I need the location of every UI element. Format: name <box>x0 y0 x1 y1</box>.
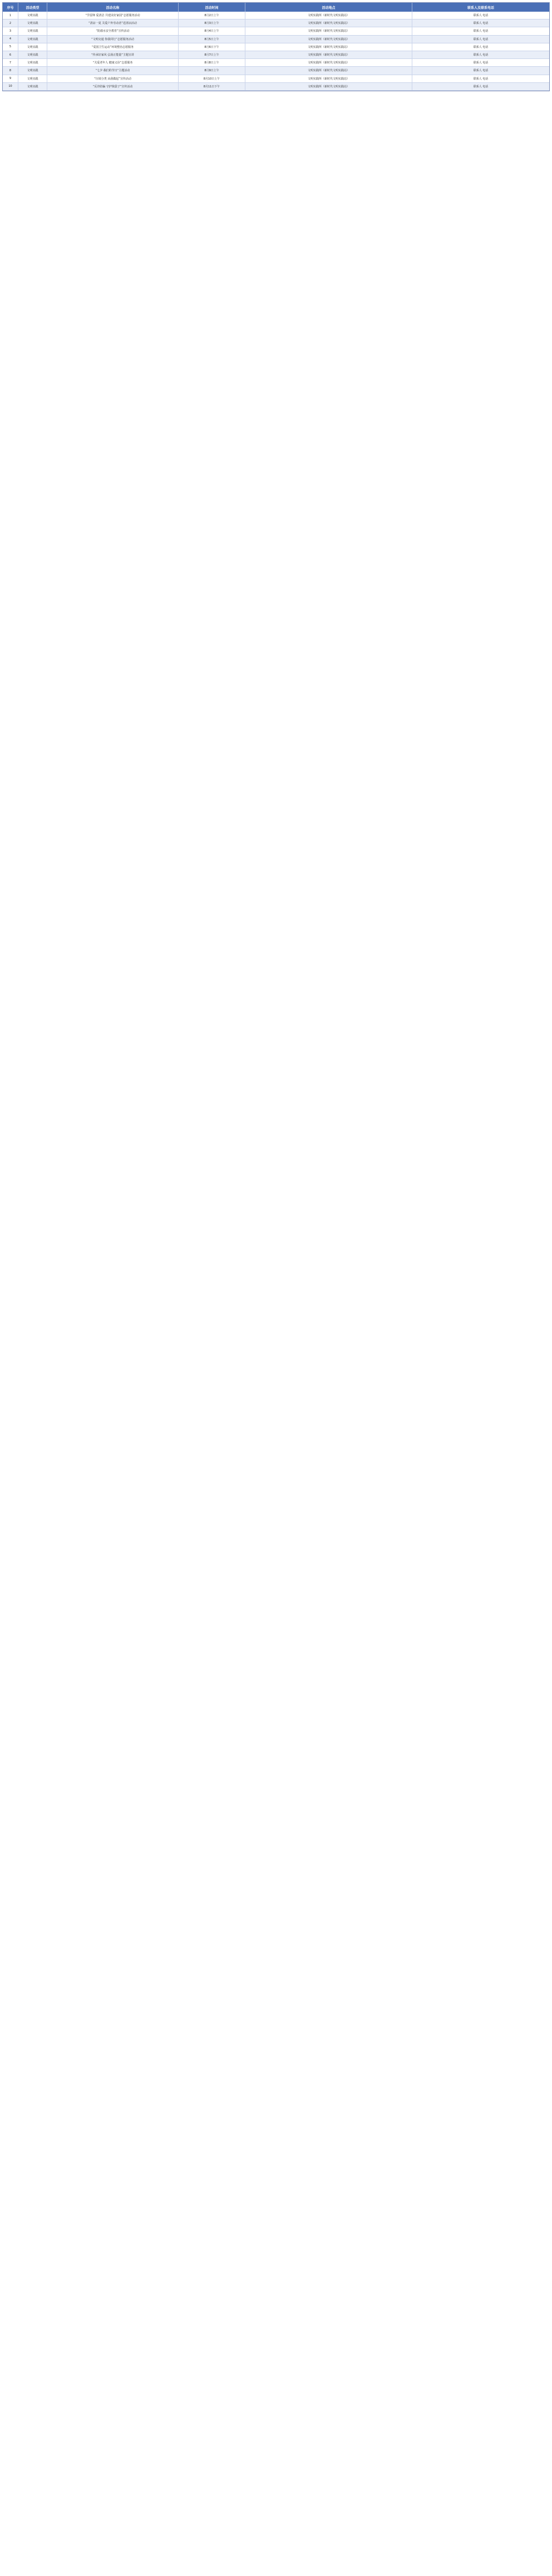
cell-type: 文明实践 <box>18 75 47 82</box>
cell-name: “垃圾分类 从我做起”宣传活动 <box>47 75 179 82</box>
cell-time: 8月8日上午 <box>179 59 245 66</box>
cell-type: 文明实践 <box>18 19 47 27</box>
cell-contact: 联系人 电话 <box>473 61 489 65</box>
cell-contact: 联系人 电话 <box>473 14 489 18</box>
cell-time: 8月11日下午 <box>179 83 245 90</box>
cell-location: 文明实践所（新时代文明实践站） <box>245 43 412 51</box>
header-index: 序号 <box>3 3 18 12</box>
cell-location: 文明实践所（新时代文明实践站） <box>245 51 412 58</box>
cell-contact: 联系人 电话 <box>473 85 489 88</box>
cell-name: “七夕·我们的节日”主题活动 <box>47 67 179 74</box>
header-location: 活动地点 <box>245 3 412 12</box>
cell-type: 文明实践 <box>18 27 47 35</box>
cell-time: 8月7日上午 <box>179 51 245 58</box>
table-row <box>3 43 549 51</box>
table-row <box>3 12 549 19</box>
cell-time: 8月3日上午 <box>179 19 245 27</box>
table-row <box>3 27 549 35</box>
cell-index: 5 <box>3 43 18 51</box>
cell-time: 8月10日上午 <box>179 75 245 82</box>
header-time: 活动时间 <box>179 3 245 12</box>
cell-contact: 联系人 电话 <box>473 29 489 33</box>
cell-name: “防溺水安全教育”宣传活动 <box>47 27 179 35</box>
cell-time: 8月2日上午 <box>179 12 245 19</box>
cell-index: 8 <box>3 67 18 74</box>
cell-location: 文明实践所（新时代文明实践站） <box>245 19 412 27</box>
cell-type: 文明实践 <box>18 51 47 58</box>
activity-table <box>2 2 550 91</box>
cell-type: 文明实践 <box>18 59 47 66</box>
cell-index: 3 <box>3 27 18 35</box>
header-contact: 联系人及联系电话 <box>467 6 494 10</box>
cell-location: 文明实践所（新时代文明实践站） <box>245 83 412 90</box>
table-header <box>3 3 549 12</box>
cell-contact: 联系人 电话 <box>473 77 489 81</box>
cell-index: 2 <box>3 19 18 27</box>
cell-time: 8月5日上午 <box>179 36 245 43</box>
cell-name: “爱国卫生运动”环境整治志愿服务 <box>47 43 179 51</box>
cell-type: 文明实践 <box>18 67 47 74</box>
cell-location: 文明实践所（新时代文明实践站） <box>245 36 412 43</box>
table-row <box>3 83 549 91</box>
cell-name: “反诈防骗 守护钱袋子”宣传活动 <box>47 83 179 90</box>
header-type: 活动类型 <box>18 3 47 12</box>
cell-type: 文明实践 <box>18 36 47 43</box>
table-row <box>3 19 549 27</box>
cell-index: 6 <box>3 51 18 58</box>
header-name: 活动名称 <box>47 3 179 12</box>
table-row <box>3 36 549 43</box>
cell-time: 8月6日下午 <box>179 43 245 51</box>
cell-location: 文明实践所（新时代文明实践站） <box>245 27 412 35</box>
table-row <box>3 59 549 67</box>
cell-location: 文明实践所（新时代文明实践站） <box>245 59 412 66</box>
cell-index: 9 <box>3 75 18 82</box>
cell-name: “文明交通 你我同行”志愿服务活动 <box>47 36 179 43</box>
cell-location: 文明实践所（新时代文明实践站） <box>245 75 412 82</box>
table-row <box>3 67 549 75</box>
cell-name: “学雷锋 爱清洁 共建美好家园”志愿服务活动 <box>47 12 179 19</box>
table-body <box>3 12 549 91</box>
cell-type: 文明实践 <box>18 43 47 51</box>
cell-name: “关爱老年人 健康义诊”志愿服务 <box>47 59 179 66</box>
cell-location: 文明实践所（新时代文明实践站） <box>245 67 412 74</box>
cell-time: 8月4日上午 <box>179 27 245 35</box>
cell-contact: 联系人 电话 <box>473 69 489 73</box>
cell-time: 8月9日上午 <box>179 67 245 74</box>
cell-index: 7 <box>3 59 18 66</box>
cell-contact: 联系人 电话 <box>473 37 489 41</box>
cell-contact: 联系人 电话 <box>473 45 489 49</box>
cell-index: 10 <box>3 83 18 90</box>
cell-type: 文明实践 <box>18 12 47 19</box>
cell-contact: 联系人 电话 <box>473 22 489 26</box>
cell-contact: 联系人 电话 <box>473 53 489 57</box>
table-row <box>3 51 549 59</box>
cell-location: 文明实践所（新时代文明实践站） <box>245 12 412 19</box>
cell-index: 4 <box>3 36 18 43</box>
table-row <box>3 75 549 83</box>
cell-index: 1 <box>3 12 18 19</box>
cell-type: 文明实践 <box>18 83 47 90</box>
cell-name: “清凉一夏 关爱户外劳动者”送清凉活动 <box>47 19 179 27</box>
cell-name: “传承好家风 弘扬正能量”主题宣讲 <box>47 51 179 58</box>
